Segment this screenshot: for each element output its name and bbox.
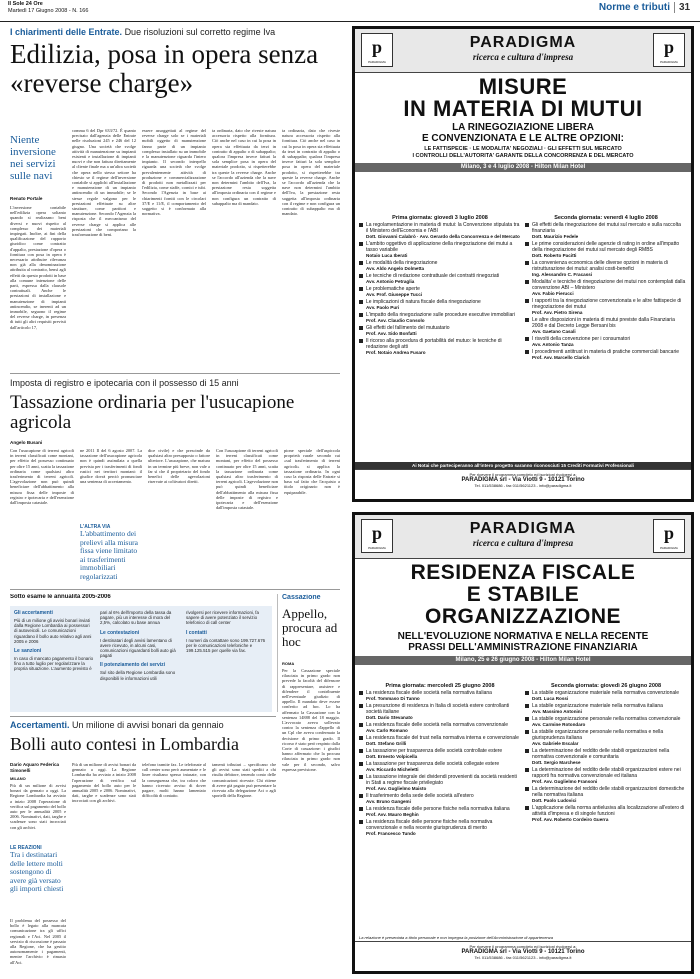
article4-kicker: Cassazione [282,594,321,601]
program-speaker: Prof. Tommaso Di Tanno [366,696,420,701]
article4-title: Appello, procura ad hoc [282,607,338,649]
box-text: Sul sito della Regione Lombardia sono disponibili le informazioni utili [100,670,176,681]
article5-col1a: Più di un milione di avvisi bonari da gennaio a oggi. La Regione Lombardia ha avviato a inizio 2008 l'operazione di verifica sul pagamento del bollo auto per le annualità 2005 e 2006. Nominativi, dati, targhe e scadenze sono stati incrociati con gli archivi. [10,783,66,830]
subhead-line1: NELL'EVOLUZIONE NORMATIVA E NELLA RECENTE [397,631,649,642]
program-topic: La stabile organizzazione personale nella normativa e nella giurisprudenza italiana [532,729,664,741]
program-topic: L'applicazione della norma antielusiva alla localizzazione all'estero di attività d'impresa e di singole funzioni [532,805,685,817]
program-item [359,273,521,285]
ad-header [355,515,691,559]
reactions-box [10,845,66,915]
program-item [525,716,687,728]
program-speaker: Avv. Aldo Angelo Dolmetta [366,266,425,271]
article2-col1: Con l'usucapione di terreni agricoli in terreni classificati come montani, per effetto del possesso continuato per oltre 15 anni, scatta la tassazione ordinaria come qualsiasi altro trasferimento di terreni agricoli. L'agevolazione non può quindi beneficiare dell'abbattimento alla misura fissa delle imposte di registro e ipotecaria e dell'esenzione dall'imposta catastale. [10,448,74,506]
article5-authors: Dario Aquaro Federica Simonelli [10,762,60,773]
day-heading: Prima giornata: giovedì 3 luglio 2008 [392,215,488,221]
box-title: I contatti [186,629,207,636]
article2-author: Angelo Busani [10,440,43,445]
article1-col4: ta ordinaria, dato che riveste natura accessoria rispetto alla fornitura. Ciò anche nel caso in cui la posa in opera sia effettuata da terzi in contratto di appalto o di subappalto; qualora l'impresa invece fatturi la sola semplice posa in opera del materiale prodotto, si rispetterebbe tra queste la reverse charge. Anche se l'accordo all'azienda che la nave non determini l'ambito dell'Iva, la prestazione resta soggetta all'imposta ordinaria con il regime e non configura un contratto di subappalto ma di mandato. [212,128,276,206]
program-topic: Le altre disposizioni in materia di mutui previste dalla Finanziaria 2008 e dal Decreto Legge Bersani bis [532,317,675,329]
kicker-text: Due risoluzioni sul corretto regime Iva [124,27,276,37]
article4-text: Per la Cassazione speciale rilasciata in primo grado non prevede la facoltà del difensore di rappresentare, assistere e difendere il contribuente nell'eventuale giudizio di appello. Il mandato deve essere conferito ad hoc. Lo ha affermato la Cassazione con la sentenza 14888 del 18 maggio. L'avvocato aveva sollevato contro la sentenza d'appello di un Cpl che aveva confermato la decisione di primo grado. Il ricorso è stato però respinto dalla Corte di cassazione: i giudici hanno affermato che la procura rilasciata in primo grado non vale per il secondo, salvo espressa previsione. [282,668,340,772]
program-item [525,241,687,259]
program-item [359,722,521,734]
program-speaker: Dott. Luca Rossi [532,696,569,701]
box-title: Gli accertamenti [14,610,53,616]
infobox-col1 [14,610,94,672]
program-item [525,729,687,747]
program-topic: La tassazione per trasparenza delle società controllate estere [366,748,503,754]
program-speaker: Prof. Avv. Claudio Consolo [366,318,425,323]
program-item [359,806,521,818]
ad-footer [355,469,691,499]
article2-col5: pione speciale dell'aspiccola proprietà rurale secondo cui «sul trasferimento di terreni agricoli» si applica la tassazione ordinaria. In ogni caso la risposta delle Entrate si basa sul fatto che l'acquisto a titolo originario non è equiparabile. [284,448,340,495]
program-speaker: Dott. Paolo Ludovici [532,798,577,803]
program-speaker: Prof. Avv. Roberto Cordeiro Guerra [532,817,609,822]
program-topic: La stabile organizzazione personale nella normativa convenzionale [532,716,681,722]
kicker-text: Un milione di avvisi bonari da gennaio [72,720,224,730]
program-speaker: Avv. Antonio Tanza [532,342,574,347]
day2-list [525,222,687,361]
program-topic: La residenza fiscale del trust nella normativa interna e convenzionale [366,735,519,741]
program-speaker: Avv. Carmine Rotondaro [532,722,586,727]
program-item [359,299,521,311]
article5-col3: telefono tramite fax. Le telefonate al call center sono però aumentate e le linee risultano spesso intasate, con la conseguenza che, tra coloro che hanno ricevuto avviso di dover pagare, molti hanno lamentato difficoltà di contatto. [142,762,206,799]
program-item [525,805,687,823]
ad-footer [355,941,691,971]
brand-tagline: ricerca e cultura d'impresa [472,52,574,62]
headline-line3: ORGANIZZAZIONE [425,605,621,628]
program-speaker: Avv. Carlo Romano [366,728,408,733]
divider [10,716,276,717]
program-speaker: Prof. Avv. Sido Bonfatti [366,331,417,336]
day-heading: Prima giornata: mercoledì 25 giugno 2008 [385,683,495,689]
page-number: 31 [674,2,694,13]
program-speaker: Avv. Fabio Fierucci [532,291,574,296]
program-item [359,222,521,240]
program-topic: I rapporti tra la rinegoziazione convenzionata e le altre fattispecie di rinegoziazione dei mutui [532,298,682,310]
section-label [599,2,694,13]
subhead-line4: I CONTROLLI DELL'AUTORITA' GARANTE DELLA CONCORRENZA E DEL MERCATO [412,153,634,159]
issue-date: Martedì 17 Giugno 2008 - N. 166 [8,8,89,14]
program-speaker: Dott. Giovanni Calabrò · Avv. Gerardo della Concorrenza e del Mercato [366,234,520,239]
ad-day1 [359,683,521,931]
program-item [525,703,687,715]
program-topic: L'ambito oggettivo di applicazione della rinegoziazione dei mutui a tasso variabile [366,241,513,253]
program-topic: La residenza fiscale delle società nella normativa italiana [366,690,492,696]
day-heading: Seconda giornata: giovedì 26 giugno 2008 [550,683,662,689]
program-topic: I risvolti della convenzione per i consumatori [532,336,631,342]
program-topic: La determinazione del reddito delle stabili organizzazioni estere nei rapporti fra normativa convenzionale ed italiana [532,767,681,779]
program-speaker: Avv. Gaetano Casali [532,329,576,334]
ad-dateline: Milano, 25 e 26 giugno 2008 - Hilton Milan Hotel [355,656,691,665]
altra-via-text: L'abbattimento dei prelievi alla misura fissa viene limitato ai trasferimenti immobiliari regolarizzati [80,529,138,581]
program-item [359,286,521,298]
program-item [525,260,687,278]
program-item [359,690,521,702]
program-item [525,298,687,316]
program-item [525,279,687,297]
program-topic: La stabile organizzazione materiale nella normativa convenzionale [532,690,680,696]
program-item [525,748,687,766]
brand-name: PARADIGMA [469,34,577,51]
box-title: Il potenziamento dei servizi [100,662,166,669]
program-speaker: Avv. Gabriele Escalar [532,741,579,746]
ad-note: Ai Notai che parteciperanno all'intero progetto saranno riconosciuti 15 Crediti Formativi Professionali [355,462,691,469]
subhead-line1: LA RINEGOZIAZIONE LIBERA [452,122,594,133]
paradigma-logo: p PARADIGMA [653,33,685,67]
program-topic: Gli effetti della rinegoziazione dei mutui sul mercato e sulla raccolta finanziaria [532,222,681,234]
paradigma-logo: p PARADIGMA [653,519,685,553]
program-item [359,748,521,760]
program-topic: La determinazione del reddito delle stabili organizzazioni nella normativa convenzionale e comunitaria [532,748,670,760]
program-speaker: Dott. Ernesto Volpicella [366,754,418,759]
day1-list [359,222,521,356]
program-topic: La tassazione integrale dei dividendi provenienti da società residenti in Stati a regime fiscale privilegiato [366,774,517,786]
subhead-line2: E CONVENZIONATA E LE ALTRE OPZIONI: [421,133,625,144]
program-item [525,336,687,348]
divider [10,373,340,374]
program-speaker: Dott. Stefano Grilli [366,741,407,746]
box-title: Le contestazioni [100,629,140,636]
program-topic: Le prime considerazioni delle agenzie di rating in ordine all'impatto della rinegoziazione dei mutui sul mercato degli RMBS [532,241,680,253]
divider [277,594,278,712]
box-title: Le sanzioni [14,648,42,655]
program-topic: Le modalità della rinegoziazione [366,260,438,266]
logo-brand: PARADIGMA [660,60,678,64]
program-item [359,774,521,792]
program-speaker: Prof. Francesco Tundo [366,831,416,836]
program-topic: La convenienza economica delle diverse opzioni in materia di ristrutturazione dei mutui: analisi costi-benefici [532,260,668,272]
headline-line2: IN MATERIA DI MUTUI [403,96,643,121]
brand-tagline: ricerca e cultura d'impresa [472,538,574,548]
article1-author: Renato Portale [10,196,43,201]
day-heading: Seconda giornata: venerdì 4 luglio 2008 [554,215,658,221]
program-speaker: Dott. Sergio Marchese [532,760,581,765]
ad-day2 [525,683,687,931]
program-item [359,793,521,805]
program-speaker: Ing. Alessandro C. Fracassi [532,272,593,277]
ad-residenza [352,512,694,974]
subhead-line2: PRASSI DELL'AMMINISTRAZIONE FINANZIARIA [408,642,638,653]
program-speaker: Avv. Paolo Puri [366,305,400,310]
program-topic: La tassazione per trasparenza delle società collegate estere [366,761,500,767]
article5-col4: tamenti tributari – specificano che gli avvisi sono stati spediti a chi risulta debitore, tenendo conto delle comunicazioni ricevute. Chi ritiene di avere già pagato può presentare la ricevuta alla delegazione Aci o agli sportelli della Regione. [212,762,276,799]
program-speaker: Prof. Avv. Mauro Beghin [366,812,419,817]
logo-brand: PARADIGMA [660,546,678,550]
article1-title: Edilizia, posa in opera senza «reverse charge» [10,40,319,98]
article5-place: MILANO [10,776,26,781]
program-speaker: Prof. Avv. Marcello Clarich [532,355,590,360]
paradigma-logo: p PARADIGMA [361,33,393,67]
masthead [8,1,88,15]
program-topic: La presunzione di residenza in Italia di società estere controllanti società italiane [366,703,510,715]
program-item [359,325,521,337]
headline-line2: E STABILE [466,583,580,606]
program-topic: Il ricorso alla procedura di portabilità del mutuo: le tecniche di redazione degli atti [366,338,502,350]
program-item [359,241,521,259]
program-topic: Il trasferimento della sede delle società all'estero [366,793,474,799]
article1-col2: comma 6 del Dpr 633/72. È quanto precisato dall'agenzia delle Entrate nelle risoluzioni 245 e 246 del 12 giugno. Una società che svolge attività di manutenzione su impianti esistenti e installazione di impianti nuovi e che non fattura direttamente al cliente finale ma a un'altra società che opera nello stesso settore ha chiesto se il regime dell'inversione contabile si applichi all'installazione e manutenzione di un impianto antincendio di un immobile; se le stesse regole valgono per le prestazioni effettuate su altre strutture, come partitori e manutenzione. Secondo l'Agenzia la risposta che il meccanismo del reverse charge si applica alle prestazioni che comportano la trasformazione di beni. [72,128,136,238]
box-text: I destinatari degli avvisi lamentano di avere ricevuto, in alcuni casi, comunicazioni riguardanti bolli auto già pagati [100,637,176,659]
article5-kicker [10,720,276,732]
reactions-title: LE REAZIONI [10,845,42,851]
program-speaker: Avv. Riccardo Micheletti [366,767,419,772]
article2-col2: ne 2011 Il del 6 agosto 2007. La tassazione dell'usucapione agricola non è quindi assimilata a quella prevista per i trasferimenti di fondi rustici nei territori montani: il giudice dovrà perciò pronunciare una sentenza di accertamento. [80,448,142,485]
program-item [359,260,521,272]
ad-headline [355,73,691,160]
footer-contacts: Tel. 011/538686 - fax 011/5621123 - info@paradigma.it [474,483,572,488]
kicker-bold: Accertamenti. [10,720,70,730]
box-text: Più di un milione gli avvisi bonari inviati dalla Regione Lombardia ai possessori di autoveicoli. Le comunicazioni riguardano il bollo auto relativo agli anni 2005 e 2006 [14,618,92,644]
program-item [525,317,687,335]
footer-address: PARADIGMA srl - Via Viotti 9 - 10121 Torino [461,949,585,955]
infobox-col3 [186,610,268,653]
program-item [359,703,521,721]
article2-col3: dice civile) e che prescinde da qualsiasi altro presupposto o fattore ulteriore. L'usucapione, che matura in un termine più breve, non vale a far sì che il proprietario del fondo benefici delle agevolazioni riservate ai coltivatori diretti. [148,448,210,485]
program-topic: L'impatto della rinegoziazione sulle procedure esecutive immobiliari [366,312,516,318]
ad-header [355,29,691,73]
program-speaker: Prof. Avv. Guglielmo Fransoni [532,779,598,784]
ad-brand [415,520,631,548]
program-speaker: Avv. Prof. Giuseppe Tucci [366,292,423,297]
program-item [525,222,687,240]
program-speaker: Avv. Massimo Antonini [532,709,582,714]
ad-dateline: Milano, 3 e 4 luglio 2008 - Hilton Milan Hotel [355,163,691,172]
box-text: In caso di mancato pagamento il bonario fino a tutto luglio per regolarizzare la propria situazione. L'aumento previsto è [14,656,94,672]
ad-day1 [359,215,521,455]
program-item [359,312,521,324]
altra-via-title: L'ALTRA VIA [80,524,111,530]
infobox-col2 [100,610,180,681]
day1-list [359,690,521,837]
kicker-bold: I chiarimenti delle Entrate. [10,27,123,37]
program-speaker: Prof. Avv. Guglielmo Maisto [366,786,427,791]
program-topic: Gli effetti del fallimento del mutuatario [366,325,450,331]
program-speaker: Prof. Avv. Pietro Sirena [532,310,583,315]
footer-address: PARADIGMA srl - Via Viotti 9 - 10121 Torino [461,477,585,483]
ad-brand [415,34,631,62]
logo-brand: PARADIGMA [368,546,386,550]
box-text: I numeri da contattare sono 199.727.676 per le comunicazioni telefoniche e 199.125.515 per quelle via fax. [186,637,266,654]
headline-line1: RESIDENZA FISCALE [410,561,636,584]
brand-name: PARADIGMA [469,520,577,537]
program-topic: La residenza fiscale delle persone fisiche nella normativa convenzionale e nella recente giurisprudenza di merito [366,819,493,831]
article4-place: ROMA [282,661,295,666]
program-speaker: Prof. Notaio Andrea Fusaro [366,350,426,355]
logo-brand: PARADIGMA [368,60,386,64]
infobox [10,606,272,712]
program-item [525,767,687,785]
article5-title: Bolli auto contesi in Lombardia [10,734,239,754]
article3-kicker: Sotto esame le annualità 2005-2006 [10,594,111,600]
article1-col3: essere assoggettati al regime del reverse charge solo se i materiali mobili oggetto di manutenzione fanno parte di un impianto complesso installato su un immobile e la manutenzione riguarda l'intero impianto. Il secondo interpello riguarda una società che svolge prevalentemente attività di produzione e commercializzazione di prodotti non metallizzati per l'edilizia, come staffe, cornici e tubi. Secondo l'Agenzia in base ai chiarimenti forniti con le circolari 37/E e 11/E, il comportamento del soggetto si è conformato alla normativa. [142,128,206,217]
section-name: Norme e tributi [598,2,670,13]
program-speaker: Avv. Antonio Petraglia [366,279,415,284]
program-speaker: Dott. Dario Stevanato [366,715,413,720]
article5-col2: Più di un milione di avvisi bonari da gennaio a oggi. La Regione Lombardia ha avviato a inizio 2008 l'operazione di verifica sul pagamento del bollo auto per le annualità 2005 e 2006. Nominativi, dati, targhe e scadenze sono stati incrociati con gli archivi. [72,762,136,804]
day2-list [525,690,687,823]
program-item [525,690,687,702]
program-item [359,338,521,356]
article1-col5: ta ordinaria, dato che riveste natura accessoria rispetto alla fornitura. Ciò anche nel caso in cui la posa in opera sia effettuata da terzi in contratto di appalto o di subappalto; qualora l'impresa invece fatturi la sola semplice posa in opera del materiale prodotto, si rispetterebbe tra queste la reverse charge. Anche se l'accordo all'azienda che la nave non determini l'ambito dell'Iva, la prestazione resta soggetta all'imposta ordinaria con il regime e non configura un contratto di subappalto ma di mandato. [282,128,340,217]
ad-mutui [352,26,694,502]
page-header [0,0,700,22]
subhead-line3: LE FATTISPECIE · LE MODALITA' NEGOZIALI · GLI EFFETTI SUL MERCATO [424,146,622,152]
headline-line1: MISURE [478,74,568,99]
article2-col4: Con l'usucapione di terreni agricoli in terreni classificati come montani, per effetto del possesso continuato per oltre 15 anni, scatta la tassazione ordinaria come qualsiasi altro trasferimento di terreni agricoli. L'agevolazione non può quindi beneficiare dell'abbattimento alla misura fissa delle imposte di registro e ipotecaria e dell'esenzione dall'imposta catastale. [216,448,278,511]
program-topic: Modalita' e tecniche di rinegoziazione dei mutui non contemplati dalla convenzione ABI – Ministero [532,279,686,291]
footer-line1: Per ricevere il programma completo ed iscrizioni rivolgersi a: [469,944,577,949]
ad-day2 [525,215,687,455]
program-topic: La residenza fiscale delle persone fisiche nella normativa italiana [366,806,510,812]
ad-headline [355,559,691,653]
program-topic: Le implicazioni di natura fiscale della rinegoziazione [366,299,481,305]
altra-via-box [80,524,142,582]
program-item [359,735,521,747]
ad-note: La relazione è presentata a titolo personale e non impegna la posizione dell'Amministrazione di appartenenza [359,935,553,940]
paper-name: Il Sole 24 Ore [8,1,43,7]
article2-title: Tassazione ordinaria per l'usucapione agricola [10,393,295,433]
program-item [359,761,521,773]
program-speaker: Avv. Bruno Gangemi [366,799,411,804]
program-item [525,786,687,804]
program-speaker: Notaio Luca Iberati [366,253,408,258]
program-topic: La stabile organizzazione materiale nella normativa italiana [532,703,663,709]
box-text: pari al 6% dell'importo della tassa da pagare, più un interesse di mora del 2,5%, calcolato su base annua [100,610,172,626]
article1-col1: L'inversione contabile nell'edilizia opera soltanto quando si realizzano beni diversi e nuovi rispetto al complesso dei materiali impiegati. Inoltre, ai fini della qualificazione del rapporto giuridico come contratto d'appalto, prestazione d'opera o fornitura con posa in opera è necessario attribuire rilevanza non già alla denominazione attribuita al contratto, bensì agli effetti da questo prodotti in base alla comune intenzione delle parti, espressa dalla clausole contrattuali. Anche le prestazioni di installazione e manutenzione di impianti antincendio, se inerenti ad un immobile, seguono il regime del reverse charge, in presenza di tutti gli altri requisiti previsti dall'articolo 17, [10,205,66,330]
paradigma-logo: p PARADIGMA [361,519,393,553]
reactions-text: Tra i destinatari delle lettere molti sostengono di avere già versato gli importi chiesti [10,850,64,893]
program-topic: Le tecniche di redazione contrattuale dei contratti rinegoziati [366,273,500,279]
program-topic: La regolamentazione in materia di mutui: la Convenzione stipulata tra il Ministero dell'Economia e l'ABI [366,222,520,234]
program-item [359,819,521,837]
footer-contacts: Tel. 011/538686 - fax 011/5621123 - info@paradigma.it [474,955,572,960]
program-topic: Le problematiche aperte [366,286,420,292]
divider [10,589,340,590]
article2-kicker: Imposta di registro e ipotecaria con il possesso di 15 anni [10,378,239,388]
article1-subhead: Niente inversione nei servizi sulle navi [10,134,56,182]
program-topic: La residenza fiscale delle società nella normativa convenzionale [366,722,509,728]
footer-line1: Per ricevere il programma completo ed iscrizioni rivolgersi a: [469,472,577,477]
article5-col1b: Il problema del possesso del bollo è legato alla mancata comunicazione tra gli uffici regionali e l'Aci. Nel 2005 il servizio di riscossione è passato alla Regione, che ha gestito autonomamente i pagamenti, mentre l'archivio è rimasto all'Aci. [10,918,66,965]
program-topic: La determinazione del reddito delle stabili organizzazioni domestiche nella normativa italiana [532,786,685,798]
program-item [525,349,687,361]
program-speaker: Dott. Roberto Pacitti [532,253,577,258]
program-topic: I procedimenti antitrust in materia di pratiche commerciali bancarie [532,349,680,355]
box-text: rivolgersi per ricevere informazioni, fa sapere di avere potenziato il servizio telefonico di call center [186,610,259,626]
program-speaker: Dott. Maurizio Fedele [532,234,579,239]
